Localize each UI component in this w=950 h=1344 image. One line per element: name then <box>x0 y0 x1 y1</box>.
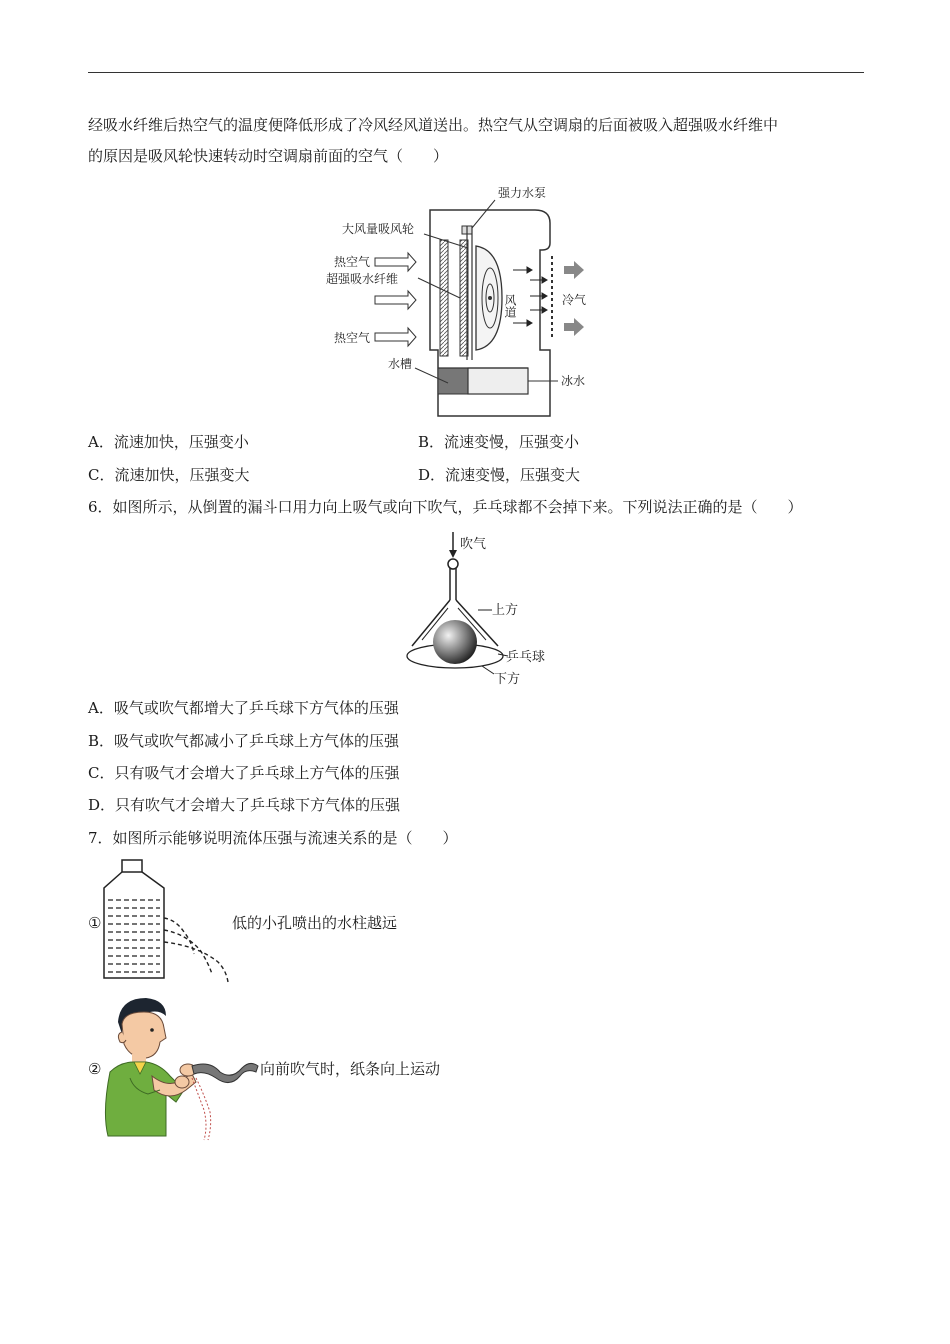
below-label: 下方 <box>494 672 521 687</box>
water-bottle-figure <box>100 858 240 984</box>
boy-blowing-paper-figure <box>100 994 260 1144</box>
q7-item1-caption: 低的小孔喷出的水柱越远 <box>232 914 398 932</box>
q5-option-d[interactable]: D．流速变慢，压强变大 <box>418 466 581 484</box>
ball-label: 乒乓球 <box>506 650 546 665</box>
q5-option-b[interactable]: B．流速变慢，压强变小 <box>418 433 580 451</box>
duct-label: 风道 <box>503 294 517 318</box>
ice-water-label: 冰水 <box>561 374 586 388</box>
pump-label: 强力水泵 <box>498 186 547 200</box>
hot-air-label-2: 热空气 <box>334 331 371 345</box>
q7-item1-marker: ① <box>88 914 102 932</box>
q6-option-c[interactable]: C．只有吸气才会增大了乒乓球上方气体的压强 <box>88 764 400 782</box>
header-rule <box>88 72 864 73</box>
q6-option-a[interactable]: A．吸气或吹气都增大了乒乓球下方气体的压强 <box>88 699 399 717</box>
blow-label: 吹气 <box>460 537 487 552</box>
q5-stem-line2: 的原因是吸风轮快速转动时空调扇前面的空气（ ） <box>88 147 449 165</box>
air-cooler-figure <box>320 178 610 420</box>
q6-stem: 6．如图所示，从倒置的漏斗口用力向上吸气或向下吹气，乒乓球都不会掉下来。下列说法正确的是（ ） <box>88 498 803 516</box>
above-label: 上方 <box>492 603 519 618</box>
cold-air-label: 冷气 <box>562 293 587 307</box>
q5-option-c[interactable]: C．流速加快，压强变大 <box>88 466 250 484</box>
q6-option-d[interactable]: D．只有吹气才会增大了乒乓球下方气体的压强 <box>88 796 401 814</box>
funnel-figure <box>398 528 558 690</box>
hot-air-label-1: 热空气 <box>334 255 371 269</box>
q7-item2-marker: ② <box>88 1060 102 1078</box>
q7-stem: 7．如图所示能够说明流体压强与流速关系的是（ ） <box>88 829 458 847</box>
fiber-label: 超强吸水纤维 <box>326 272 399 286</box>
q7-item2-caption: 向前吹气时，纸条向上运动 <box>260 1060 441 1078</box>
tank-label: 水槽 <box>388 357 413 371</box>
fan-label: 大风量吸风轮 <box>342 222 415 236</box>
q5-stem-line1: 经吸水纤维后热空气的温度便降低形成了冷风经风道送出。热空气从空调扇的后面被吸入超强吸水纤维中 <box>88 116 779 134</box>
q5-option-a[interactable]: A．流速加快，压强变小 <box>88 433 249 451</box>
q6-option-b[interactable]: B．吸气或吹气都减小了乒乓球上方气体的压强 <box>88 732 400 750</box>
